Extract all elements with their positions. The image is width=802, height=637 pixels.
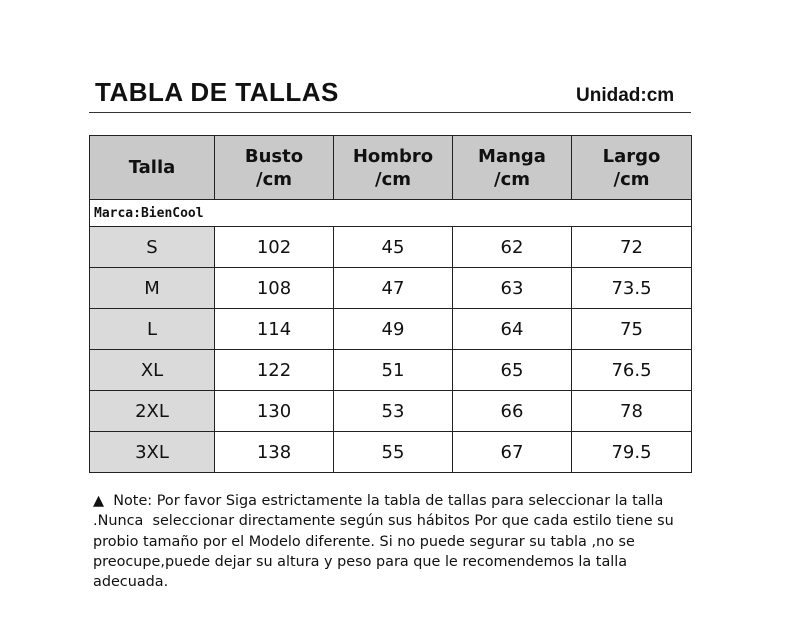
note-line: preocupe,puede dejar su altura y peso para que le recomendemos la talla [93,553,628,570]
largo-cell: 78 [572,391,692,432]
size-cell: S [90,227,215,268]
busto-cell: 138 [215,432,334,473]
largo-cell: 73.5 [572,268,692,309]
largo-cell: 76.5 [572,350,692,391]
header-hombro [334,136,453,200]
table-row [90,432,692,473]
manga-cell: 65 [453,350,572,391]
header-label: Busto [244,145,304,167]
size-cell: 3XL [90,432,215,473]
hombro-cell: 53 [334,391,453,432]
brand-row [90,200,692,227]
header-unit: /cm [494,168,530,190]
header-talla [90,136,215,200]
header-largo [572,136,692,200]
hombro-cell: 47 [334,268,453,309]
note-line: adecuada. [93,574,169,591]
table-header-row [90,136,692,200]
header-unit: /cm [256,168,292,190]
busto-cell: 130 [215,391,334,432]
header-label: Talla [128,157,176,178]
size-cell: L [90,309,215,350]
header-label: Largo [602,145,661,167]
header-unit: /cm [375,168,411,190]
table-row [90,350,692,391]
manga-cell: 66 [453,391,572,432]
header-manga [453,136,572,200]
table-row [90,227,692,268]
header-unit: /cm [613,168,650,190]
size-cell: 2XL [90,391,215,432]
manga-cell: 63 [453,268,572,309]
busto-cell: 108 [215,268,334,309]
hombro-cell: 49 [334,309,453,350]
page-title: TABLA DE TALLAS [95,77,339,107]
header-label: Manga [478,145,546,167]
unit-label: Unidad:cm [576,85,675,106]
largo-cell: 79.5 [572,432,692,473]
largo-cell: 72 [572,227,692,268]
largo-cell: 75 [572,309,692,350]
note-line: probio tamaño por el Modelo diferente. Si no puede segurar su tabla ,no se [93,533,635,550]
size-cell: XL [90,350,215,391]
size-chart-table [89,135,692,473]
note-line: .Nunca seleccionar directamente según sus hábitos Por que cada estilo tiene su [93,513,674,530]
brand-label: Marca:BienCool [90,200,692,227]
note-text [93,491,693,592]
header-label: Hombro [352,145,434,167]
hombro-cell: 51 [334,350,453,391]
size-cell: M [90,268,215,309]
manga-cell: 62 [453,227,572,268]
hombro-cell: 45 [334,227,453,268]
busto-cell: 114 [215,309,334,350]
table-row [90,268,692,309]
note-line [93,491,693,511]
title-divider [89,112,691,113]
hombro-cell: 55 [334,432,453,473]
busto-cell: 102 [215,227,334,268]
warning-triangle-icon: ▲ [93,493,105,509]
manga-cell: 67 [453,432,572,473]
manga-cell: 64 [453,309,572,350]
header-busto [215,136,334,200]
busto-cell: 122 [215,350,334,391]
note-line-text: Note: Por favor Siga estrictamente la tabla de tallas para seleccionar la talla [113,493,664,509]
table-row [90,309,692,350]
table-row [90,391,692,432]
